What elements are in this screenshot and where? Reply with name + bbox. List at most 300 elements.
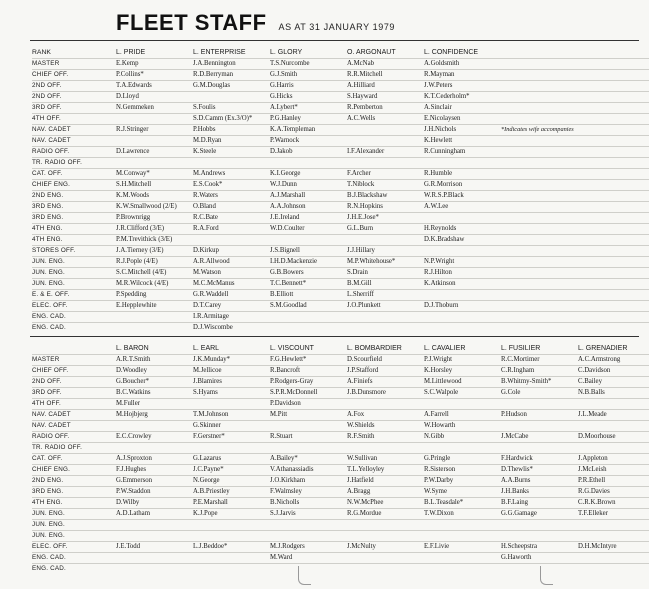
staff-name-cell <box>347 553 424 564</box>
staff-name-cell: M.Fuller <box>116 399 193 410</box>
staff-name-cell: D.Wilby <box>116 498 193 509</box>
staff-name-cell: B.L.Teasdale* <box>424 498 501 509</box>
staff-name-cell <box>424 246 501 257</box>
staff-name-cell: C.Davidson <box>578 366 649 377</box>
table-row <box>32 257 649 268</box>
staff-name-cell: M.Jellicoe <box>193 366 270 377</box>
table-row <box>32 103 649 114</box>
staff-name-cell <box>193 531 270 542</box>
staff-name-cell: T.F.Elleker <box>578 509 649 520</box>
staff-name-cell: E.Hepplewhite <box>116 301 193 312</box>
table-row <box>32 246 649 257</box>
staff-name-cell: W.Shields <box>347 421 424 432</box>
staff-name-cell <box>501 531 578 542</box>
staff-name-cell <box>116 312 193 323</box>
staff-name-cell: I.F.Alexander <box>347 147 424 158</box>
staff-name-cell: N.George <box>193 476 270 487</box>
staff-name-cell <box>347 323 424 334</box>
rank-label: CAT. OFF. <box>32 454 116 465</box>
staff-name-cell: S.J.Jarvis <box>270 509 347 520</box>
staff-name-cell <box>270 158 347 169</box>
staff-name-cell: T.W.Dixon <box>424 509 501 520</box>
note-cell <box>501 92 649 103</box>
rank-label: TR. RADIO OFF. <box>32 443 116 454</box>
staff-name-cell: R.Mayman <box>424 70 501 81</box>
staff-name-cell: J.H.Nichols <box>424 125 501 136</box>
rank-label: CHIEF OFF. <box>32 70 116 81</box>
table-row <box>32 147 649 158</box>
staff-name-cell: F.Walmsley <box>270 487 347 498</box>
staff-name-cell: H.Reynolds <box>424 224 501 235</box>
staff-name-cell: J.O.Kirkham <box>270 476 347 487</box>
table-row <box>32 191 649 202</box>
staff-name-cell: R.J.Pople (4/E) <box>116 257 193 268</box>
staff-name-cell: W.J.Dunn <box>270 180 347 191</box>
staff-name-cell: G.Pringle <box>424 454 501 465</box>
staff-name-cell: P.G.Hanley <box>270 114 347 125</box>
staff-name-cell: R.G.Mordue <box>347 509 424 520</box>
ship-header: L. BARON <box>116 344 149 352</box>
staff-name-cell: S.Drain <box>347 268 424 279</box>
staff-name-cell <box>270 312 347 323</box>
table-row <box>32 290 649 301</box>
rank-label: ENG. CAD. <box>32 312 116 323</box>
staff-name-cell <box>270 520 347 531</box>
staff-name-cell: T.A.Edwards <box>116 81 193 92</box>
staff-name-cell: G.R.Morrison <box>424 180 501 191</box>
staff-name-cell <box>116 443 193 454</box>
staff-name-cell: A.Finiefs <box>347 377 424 388</box>
table-row <box>32 509 649 520</box>
note-cell <box>501 257 649 268</box>
staff-name-cell: A.Sinclair <box>424 103 501 114</box>
staff-name-cell: P.Hudson <box>501 410 578 421</box>
table-row <box>32 92 649 103</box>
staff-name-cell <box>424 213 501 224</box>
staff-name-cell <box>116 136 193 147</box>
rank-column-header: RANK <box>32 48 51 56</box>
table-row <box>32 388 649 399</box>
staff-name-cell: J.J.Hillary <box>347 246 424 257</box>
staff-name-cell: R.Waters <box>193 191 270 202</box>
staff-name-cell: A.Fox <box>347 410 424 421</box>
staff-name-cell: R.D.Berryman <box>193 70 270 81</box>
staff-name-cell <box>193 564 270 575</box>
staff-name-cell <box>578 421 649 432</box>
staff-name-cell: J.P.Stafford <box>347 366 424 377</box>
ship-header: L. FUSILIER <box>501 344 541 352</box>
note-cell <box>501 70 649 81</box>
rank-label: 2ND OFF. <box>32 81 116 92</box>
staff-name-cell: J.S.Bignell <box>270 246 347 257</box>
staff-name-cell: M.Ward <box>270 553 347 564</box>
table-row <box>32 432 649 443</box>
staff-name-cell: G.Harris <box>270 81 347 92</box>
staff-name-cell: D.Moorhouse <box>578 432 649 443</box>
staff-name-cell: W.Howarth <box>424 421 501 432</box>
staff-name-cell: S.Hayward <box>347 92 424 103</box>
staff-name-cell: N.Gibb <box>424 432 501 443</box>
staff-name-cell: A.Farrell <box>424 410 501 421</box>
table-row <box>32 125 649 136</box>
table-row <box>32 59 649 70</box>
staff-name-cell: B.Elliott <box>270 290 347 301</box>
rank-label: 2ND OFF. <box>32 92 116 103</box>
rank-label: JUN. ENG. <box>32 520 116 531</box>
staff-name-cell: J.H.Banks <box>501 487 578 498</box>
staff-name-cell <box>424 553 501 564</box>
staff-name-cell <box>501 399 578 410</box>
staff-name-cell: W.Syme <box>424 487 501 498</box>
note-cell <box>501 268 649 279</box>
staff-name-cell <box>116 520 193 531</box>
table-row <box>32 202 649 213</box>
staff-name-cell: D.J.Wiscombe <box>193 323 270 334</box>
ship-header: L. PRIDE <box>116 48 146 56</box>
staff-name-cell <box>347 235 424 246</box>
note-cell <box>501 290 649 301</box>
staff-name-cell <box>116 421 193 432</box>
staff-name-cell: F.Hardwick <box>501 454 578 465</box>
staff-name-cell <box>501 421 578 432</box>
staff-name-cell: S.D.Camm (Ex.3/O)* <box>193 114 270 125</box>
staff-name-cell: A.Goldsmith <box>424 59 501 70</box>
staff-name-cell <box>270 443 347 454</box>
staff-name-cell: D.K.Bradshaw <box>424 235 501 246</box>
staff-name-cell: S.M.Goodlad <box>270 301 347 312</box>
staff-name-cell: S.C.Mitchell (4/E) <box>116 268 193 279</box>
rank-label: JUN. ENG. <box>32 279 116 290</box>
staff-name-cell: J.Appleton <box>578 454 649 465</box>
staff-name-cell: R.Humble <box>424 169 501 180</box>
staff-name-cell: S.C.Walpole <box>424 388 501 399</box>
ship-header: L. BOMBARDIER <box>347 344 402 352</box>
staff-name-cell: B.Nicholls <box>270 498 347 509</box>
scan-artifact <box>298 566 311 585</box>
staff-name-cell <box>116 564 193 575</box>
note-cell <box>501 213 649 224</box>
rank-label: ENG. CAD. <box>32 553 116 564</box>
staff-name-cell: E.Kemp <box>116 59 193 70</box>
rank-label: JUN. ENG. <box>32 268 116 279</box>
staff-name-cell <box>347 136 424 147</box>
table-row <box>32 476 649 487</box>
table-1-header-row <box>32 46 649 59</box>
staff-name-cell: M.D.Ryan <box>193 136 270 147</box>
table-row <box>32 312 649 323</box>
staff-name-cell <box>424 520 501 531</box>
table-row <box>32 355 649 366</box>
staff-name-cell: R.C.Bate <box>193 213 270 224</box>
staff-name-cell: J.McNulty <box>347 542 424 553</box>
rank-label: TR. RADIO OFF. <box>32 158 116 169</box>
rank-label: MASTER <box>32 355 116 366</box>
staff-name-cell: J.A.Bennington <box>193 59 270 70</box>
staff-name-cell: K.T.Cederholm* <box>424 92 501 103</box>
staff-name-cell: C.R.Ingham <box>501 366 578 377</box>
staff-name-cell: A.A.Burns <box>501 476 578 487</box>
staff-name-cell: G.R.Waddell <box>193 290 270 301</box>
staff-name-cell <box>578 443 649 454</box>
table-row <box>32 421 649 432</box>
rank-label: NAV. CADET <box>32 421 116 432</box>
staff-name-cell: B.C.Watkins <box>116 388 193 399</box>
staff-name-cell: J.B.Dunsmore <box>347 388 424 399</box>
staff-name-cell: R.C.Mortimer <box>501 355 578 366</box>
staff-name-cell: A.Bragg <box>347 487 424 498</box>
staff-name-cell: J.C.Payne* <box>193 465 270 476</box>
rank-label: NAV. CADET <box>32 136 116 147</box>
staff-name-cell: A.J.Marshall <box>270 191 347 202</box>
note-cell <box>501 147 649 158</box>
ship-header: L. CAVALIER <box>424 344 466 352</box>
rank-label: JUN. ENG. <box>32 531 116 542</box>
staff-name-cell <box>116 553 193 564</box>
staff-name-cell: O.Bland <box>193 202 270 213</box>
staff-name-cell: G.Lazarus <box>193 454 270 465</box>
staff-name-cell: A.R.T.Smith <box>116 355 193 366</box>
ship-header: L. ENTERPRISE <box>193 48 246 56</box>
table-row <box>32 454 649 465</box>
table-row <box>32 498 649 509</box>
staff-name-cell: F.Gerstner* <box>193 432 270 443</box>
staff-name-cell <box>578 553 649 564</box>
rank-label: ENG. CAD. <box>32 323 116 334</box>
staff-name-cell <box>424 312 501 323</box>
note-cell <box>501 312 649 323</box>
table-row <box>32 520 649 531</box>
staff-name-cell: G.G.Gamage <box>501 509 578 520</box>
staff-name-cell: R.Bancroft <box>270 366 347 377</box>
staff-name-cell <box>347 125 424 136</box>
staff-name-cell: M.Andrews <box>193 169 270 180</box>
staff-name-cell: J.McCabe <box>501 432 578 443</box>
staff-name-cell <box>578 531 649 542</box>
ship-header: L. EARL <box>193 344 220 352</box>
rank-label: CHIEF OFF. <box>32 366 116 377</box>
staff-name-cell: J.W.Peters <box>424 81 501 92</box>
staff-name-cell <box>347 312 424 323</box>
wife-accompanies-note: *Indicates wife accompanies <box>501 125 649 136</box>
staff-name-cell <box>270 323 347 334</box>
staff-name-cell: R.Sisterson <box>424 465 501 476</box>
staff-name-cell: P.Warnock <box>270 136 347 147</box>
staff-name-cell: B.M.Gill <box>347 279 424 290</box>
staff-name-cell: R.Cunningham <box>424 147 501 158</box>
rank-label: 3RD ENG. <box>32 202 116 213</box>
staff-name-cell: C.Bailey <box>578 377 649 388</box>
staff-name-cell: E.F.Livie <box>424 542 501 553</box>
staff-name-cell: M.Watson <box>193 268 270 279</box>
table-row <box>32 564 649 575</box>
staff-name-cell: T.M.Johnson <box>193 410 270 421</box>
staff-name-cell: F.G.Hewlett* <box>270 355 347 366</box>
fleet-table-2 <box>32 342 649 574</box>
staff-name-cell: V.Athanassiadis <box>270 465 347 476</box>
page-title: FLEET STAFF <box>116 10 267 35</box>
ship-header: O. ARGONAUT <box>347 48 396 56</box>
table-row <box>32 487 649 498</box>
staff-name-cell: F.Archer <box>347 169 424 180</box>
table-row <box>32 366 649 377</box>
staff-name-cell: S.Hyams <box>193 388 270 399</box>
note-cell <box>501 114 649 125</box>
note-cell <box>501 279 649 290</box>
rank-label: 4TH OFF. <box>32 399 116 410</box>
staff-name-cell: M.Littlewood <box>424 377 501 388</box>
staff-name-cell: N.W.McPhee <box>347 498 424 509</box>
ship-header-empty <box>501 46 649 59</box>
staff-name-cell: R.J.Stringer <box>116 125 193 136</box>
staff-name-cell: K.Atkinson <box>424 279 501 290</box>
staff-name-cell: E.Nicolaysen <box>424 114 501 125</box>
staff-name-cell: P.M.Trevithick (3/E) <box>116 235 193 246</box>
staff-name-cell: W.Sullivan <box>347 454 424 465</box>
staff-name-cell <box>193 158 270 169</box>
note-cell <box>501 136 649 147</box>
staff-name-cell: K.M.Woods <box>116 191 193 202</box>
rank-label: 4TH ENG. <box>32 224 116 235</box>
staff-name-cell <box>193 520 270 531</box>
staff-name-cell: D.Woodley <box>116 366 193 377</box>
staff-name-cell: K.Horsley <box>424 366 501 377</box>
staff-name-cell <box>578 520 649 531</box>
staff-name-cell: G.M.Douglas <box>193 81 270 92</box>
staff-name-cell: J.E.Ireland <box>270 213 347 224</box>
staff-name-cell <box>347 564 424 575</box>
table-row <box>32 410 649 421</box>
staff-name-cell: A.J.Sproxton <box>116 454 193 465</box>
table-row <box>32 323 649 334</box>
staff-name-cell: S.Foulis <box>193 103 270 114</box>
top-rule <box>30 40 639 41</box>
staff-name-cell: S.H.Mitchell <box>116 180 193 191</box>
staff-name-cell: J.A.Tierney (3/E) <box>116 246 193 257</box>
staff-name-cell: K.Steele <box>193 147 270 158</box>
staff-name-cell: A.W.Lee <box>424 202 501 213</box>
staff-name-cell <box>116 531 193 542</box>
staff-name-cell: J.O.Plunkett <box>347 301 424 312</box>
staff-name-cell: N.Gemmeken <box>116 103 193 114</box>
table-row <box>32 399 649 410</box>
staff-name-cell: P.Davidson <box>270 399 347 410</box>
note-cell <box>501 224 649 235</box>
staff-name-cell: P.R.Ethell <box>578 476 649 487</box>
staff-name-cell <box>347 531 424 542</box>
table-row <box>32 301 649 312</box>
staff-name-cell: R.F.Smith <box>347 432 424 443</box>
page-subtitle: AS AT 31 JANUARY 1979 <box>278 22 396 32</box>
scan-artifact <box>540 566 553 585</box>
rank-label: JUN. ENG. <box>32 257 116 268</box>
staff-name-cell: R.R.Mitchell <box>347 70 424 81</box>
staff-name-cell: R.A.Ford <box>193 224 270 235</box>
staff-name-cell: P.Brownrigg <box>116 213 193 224</box>
staff-name-cell <box>424 443 501 454</box>
table-row <box>32 465 649 476</box>
staff-name-cell: A.C.Armstrong <box>578 355 649 366</box>
staff-name-cell: R.Stuart <box>270 432 347 443</box>
rank-label: 2ND ENG. <box>32 476 116 487</box>
rank-label: JUN. ENG. <box>32 509 116 520</box>
table-row <box>32 169 649 180</box>
note-cell <box>501 81 649 92</box>
table-row <box>32 213 649 224</box>
table-row <box>32 531 649 542</box>
staff-name-cell: T.L.Yelloyley <box>347 465 424 476</box>
staff-name-cell: F.J.Hughes <box>116 465 193 476</box>
staff-name-cell <box>193 553 270 564</box>
staff-name-cell: K.J.Pope <box>193 509 270 520</box>
rank-label: 4TH OFF. <box>32 114 116 125</box>
staff-name-cell: G.Boucher* <box>116 377 193 388</box>
note-cell <box>501 246 649 257</box>
table-row <box>32 377 649 388</box>
note-cell <box>501 191 649 202</box>
staff-name-cell: L.Sherriff <box>347 290 424 301</box>
staff-name-cell: J.K.Munday* <box>193 355 270 366</box>
staff-name-cell <box>193 399 270 410</box>
ship-header: L. CONFIDENCE <box>424 48 479 56</box>
staff-name-cell: M.C.McManus <box>193 279 270 290</box>
staff-name-cell: P.Spedding <box>116 290 193 301</box>
fleet-table-1 <box>32 46 649 333</box>
staff-name-cell: T.S.Nurcombe <box>270 59 347 70</box>
ship-header: L. VISCOUNT <box>270 344 314 352</box>
staff-name-cell: H.Scheepstra <box>501 542 578 553</box>
table-2-header-row <box>32 342 649 355</box>
staff-name-cell: J.H.E.Jose* <box>347 213 424 224</box>
ship-header: L. GRENADIER <box>578 344 628 352</box>
staff-name-cell: R.G.Davies <box>578 487 649 498</box>
rank-label: 3RD ENG. <box>32 213 116 224</box>
table-row <box>32 443 649 454</box>
staff-name-cell <box>424 531 501 542</box>
staff-name-cell: P.W.Darby <box>424 476 501 487</box>
rank-label: RADIO OFF. <box>32 432 116 443</box>
staff-name-cell: M.Pitt <box>270 410 347 421</box>
note-cell <box>501 158 649 169</box>
rank-label: NAV. CADET <box>32 410 116 421</box>
staff-name-cell <box>116 114 193 125</box>
staff-name-cell <box>193 443 270 454</box>
staff-name-cell: A.D.Latham <box>116 509 193 520</box>
staff-name-cell: K.W.Smallwood (2/E) <box>116 202 193 213</box>
ship-header: L. GLORY <box>270 48 303 56</box>
staff-name-cell: W.R.S.P.Black <box>424 191 501 202</box>
staff-name-cell: G.Hicks <box>270 92 347 103</box>
staff-name-cell <box>347 520 424 531</box>
staff-name-cell: G.Cole <box>501 388 578 399</box>
staff-name-cell: A.A.Johnson <box>270 202 347 213</box>
staff-name-cell <box>270 421 347 432</box>
staff-name-cell: D.H.McIntyre <box>578 542 649 553</box>
note-cell <box>501 323 649 334</box>
staff-name-cell: A.C.Wells <box>347 114 424 125</box>
staff-name-cell: P.Collins* <box>116 70 193 81</box>
staff-name-cell: N.B.Balls <box>578 388 649 399</box>
staff-name-cell: P.Rodgers-Gray <box>270 377 347 388</box>
table-row <box>32 235 649 246</box>
staff-name-cell: P.E.Marshall <box>193 498 270 509</box>
note-cell <box>501 169 649 180</box>
staff-name-cell: B.F.Laing <box>501 498 578 509</box>
staff-name-cell: J.Blamires <box>193 377 270 388</box>
table-row <box>32 553 649 564</box>
table-row <box>32 114 649 125</box>
staff-name-cell: D.Kirkup <box>193 246 270 257</box>
staff-name-cell: I.H.D.Mackenzie <box>270 257 347 268</box>
